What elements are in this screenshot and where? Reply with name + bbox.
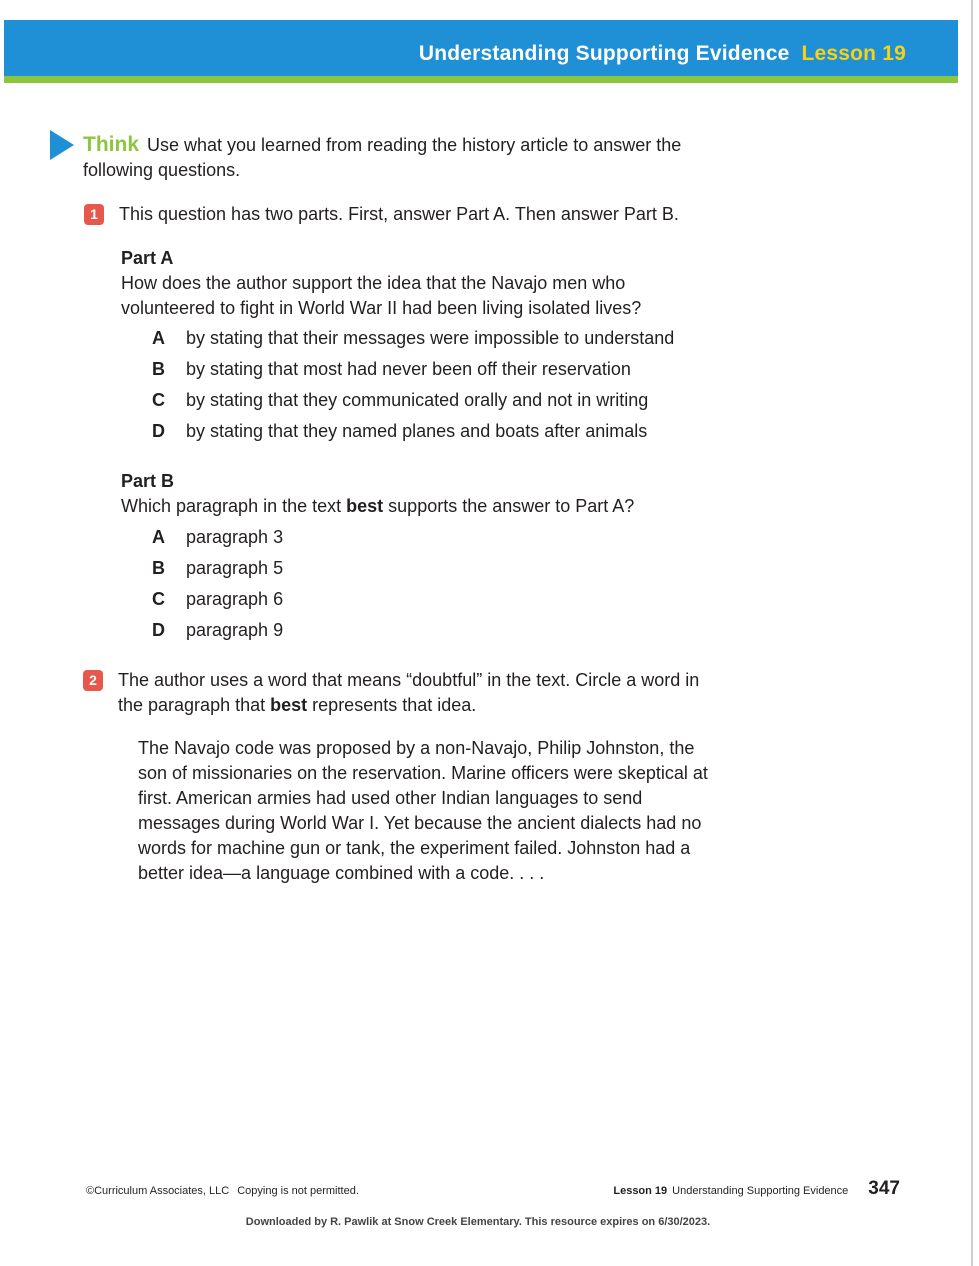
page-edge [971, 0, 973, 1266]
choice-letter: C [152, 390, 165, 410]
choice-letter: A [152, 328, 165, 348]
choice-letter: D [152, 421, 165, 441]
banner-title [419, 42, 906, 66]
question-2-prompt-end: represents that idea. [312, 695, 477, 715]
choice-text: paragraph 9 [186, 620, 284, 640]
part-b-question-start: Which paragraph in the text [121, 496, 342, 516]
part-b-choice-c[interactable] [152, 587, 283, 618]
question-2-badge: 2 [83, 670, 103, 691]
choice-text: paragraph 5 [186, 558, 284, 578]
part-b-choice-d[interactable] [152, 618, 283, 649]
part-a-choice-c[interactable] [152, 388, 674, 419]
part-b-question-end: supports the answer to Part A? [388, 496, 635, 516]
part-a-title: Part A [121, 248, 174, 268]
choice-text: paragraph 3 [186, 527, 284, 547]
footer-copyright [86, 1185, 359, 1197]
part-a-choice-d[interactable] [152, 419, 674, 450]
part-b-question [121, 494, 681, 519]
choice-text: by stating that they communicated orally and not in writing [186, 390, 649, 410]
part-b-choices [152, 525, 283, 649]
part-b-choice-a[interactable] [152, 525, 283, 556]
part-a-choices [152, 326, 674, 450]
banner-topic: Understanding Supporting Evidence [418, 42, 790, 65]
part-a-choice-a[interactable] [152, 326, 674, 357]
choice-letter: A [152, 527, 165, 547]
download-notice: Downloaded by R. Pawlik at Snow Creek Elementary. This resource expires on 6/30/2023. [245, 1216, 711, 1228]
choice-text: by stating that they named planes and boats after animals [186, 421, 648, 441]
part-a-question: How does the author support the idea that the Navajo men who volunteered to fight in World War II had been living isolated lives? [121, 273, 642, 318]
banner-lesson: Lesson 19 [801, 42, 906, 65]
choice-letter: B [152, 558, 165, 578]
copy-notice: Copying is not permitted. [237, 1185, 359, 1197]
think-instructions [83, 132, 723, 183]
choice-text: paragraph 6 [186, 589, 284, 609]
part-b-choice-b[interactable] [152, 556, 283, 587]
question-2-prompt [118, 668, 718, 718]
think-label: Think [83, 133, 139, 156]
think-text: Use what you learned from reading the history article to answer the following questions. [83, 135, 682, 180]
think-flag-icon [50, 130, 74, 160]
footer-lesson-number: Lesson 19 [613, 1185, 668, 1197]
part-b-question-emphasis: best [346, 496, 384, 516]
choice-letter: D [152, 620, 165, 640]
footer-lesson-title: Understanding Supporting Evidence [672, 1185, 849, 1197]
excerpt-paragraph[interactable]: The Navajo code was proposed by a non-Navajo, Philip Johnston, the son of missionaries on the reservation. Marine officers were skeptical at first. American armies had used other Indian languages to send messages during World War I. Yet because the ancient dialects had no words for machine gun or tank, the experiment failed. Johnston had a better idea—a language combined with a code. . . . [138, 738, 708, 883]
copyright-text: ©Curriculum Associates, LLC [86, 1185, 230, 1197]
choice-letter: C [152, 589, 165, 609]
question-1-prompt: This question has two parts. First, answer Part A. Then answer Part B. [119, 204, 679, 224]
question-2-prompt-emphasis: best [270, 695, 308, 715]
choice-letter: B [152, 359, 165, 379]
lesson-banner [4, 20, 958, 83]
part-a-choice-b[interactable] [152, 357, 674, 388]
part-b-title: Part B [121, 471, 175, 491]
footer-lesson [613, 1178, 900, 1200]
question-1-badge: 1 [84, 204, 104, 225]
page-number: 347 [868, 1178, 900, 1199]
question-2-prompt-start: The author uses a word that means “doubtful” in the text. Circle a word in the paragraph that [118, 670, 700, 715]
choice-text: by stating that most had never been off their reservation [186, 359, 631, 379]
choice-text: by stating that their messages were impossible to understand [186, 328, 675, 348]
